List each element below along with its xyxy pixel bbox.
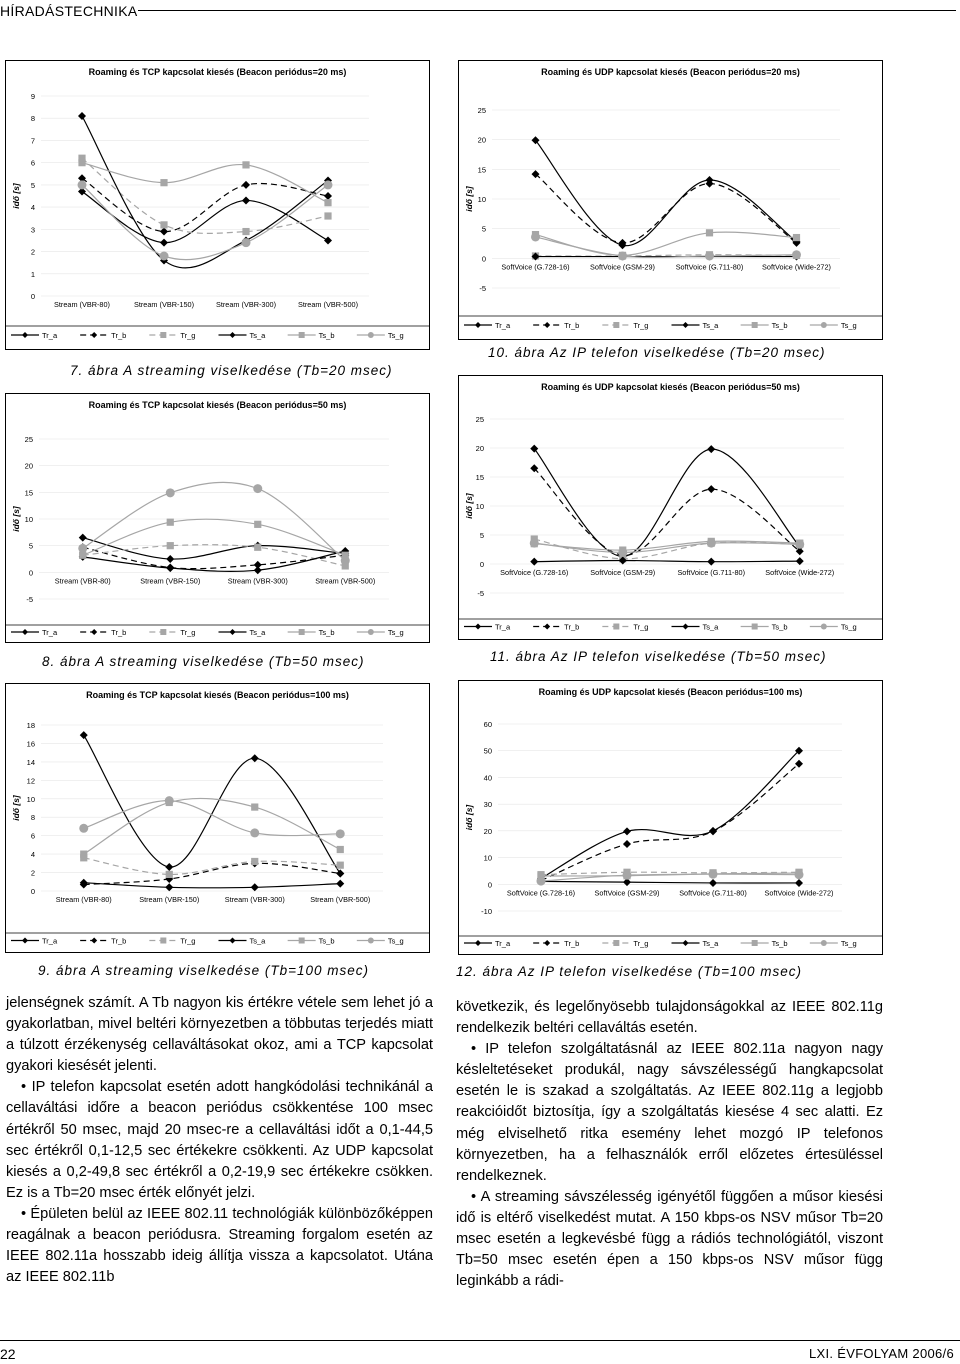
y-tick-label: 20 [475, 444, 484, 453]
data-point [795, 540, 804, 549]
chart-title: Roaming és UDP kapcsolat kiesés (Beacon periódus=100 ms) [538, 687, 803, 697]
legend-label: Ts_a [702, 321, 719, 330]
y-axis-label: idő [s] [11, 795, 21, 821]
y-tick-label: 50 [483, 746, 492, 756]
legend-label: Tr_g [633, 622, 649, 632]
y-tick-label: 10 [26, 794, 35, 804]
legend-label: Tr_g [180, 936, 196, 946]
x-category-label: SoftVoice (G.711-80) [679, 888, 747, 898]
legend-label: Ts_a [249, 936, 266, 946]
y-tick-label: 5 [481, 224, 486, 234]
data-point [709, 870, 718, 879]
data-point [324, 180, 333, 189]
data-point [251, 858, 258, 865]
x-category-label: Stream (VBR-150) [140, 576, 201, 586]
chart-svg [5, 60, 430, 350]
page-number: 22 [0, 1346, 16, 1362]
legend-label: Tr_g [180, 331, 196, 340]
chart-svg [458, 60, 883, 340]
legend-label: Tr_a [495, 939, 511, 948]
data-point [706, 229, 713, 236]
y-tick-label: 18 [26, 721, 35, 730]
y-tick-label: 16 [26, 739, 35, 749]
y-tick-label: -5 [477, 589, 484, 598]
data-point [78, 544, 87, 553]
y-tick-label: 3 [30, 225, 35, 235]
data-point [324, 212, 331, 219]
paragraph: • A streaming sávszélesség igényétől függően a műsor kiesési idő is eltérő viselkedést mutat. A 150 kbps-os NSV műsor Tb=20 msec esetén a legkevésbé függ a rádiós technológiától, viszont Tb=50 msec esetén épen a 150 kbps-os NSV műsor függ leginkább a rádi- [456, 1188, 883, 1290]
data-point [166, 871, 173, 878]
legend-marker [752, 322, 758, 328]
data-point [160, 179, 167, 186]
data-point [242, 228, 249, 235]
y-tick-label: 1 [30, 269, 35, 279]
legend-label: Tr_a [42, 628, 58, 637]
data-point [242, 161, 249, 168]
data-point [793, 234, 800, 241]
y-tick-label: 10 [477, 195, 486, 204]
chart-svg [5, 683, 430, 953]
chart-title: Roaming és TCP kapcsolat kiesés (Beacon periódus=100 ms) [86, 690, 349, 700]
y-tick-label: 0 [28, 568, 33, 578]
y-axis-label: idő [s] [464, 493, 474, 519]
chart-fig10 [458, 60, 883, 340]
legend-marker [368, 629, 374, 635]
legend-label: Ts_b [771, 622, 788, 632]
data-point [160, 252, 169, 261]
y-tick-label: 60 [483, 720, 492, 729]
chart-title: Roaming és UDP kapcsolat kiesés (Beacon periódus=50 ms) [541, 382, 800, 392]
issue-label: LXI. ÉVFOLYAM 2006/6 [809, 1346, 954, 1361]
data-point [707, 539, 716, 548]
x-category-label: Stream (VBR-150) [133, 300, 195, 309]
y-tick-label: 25 [475, 415, 484, 424]
chart-svg [458, 680, 883, 955]
legend-marker [821, 624, 827, 630]
y-axis-label: idő [s] [464, 186, 474, 212]
legend-label: Tr_a [495, 321, 511, 330]
x-category-label: Stream (VBR-80) [54, 300, 110, 309]
chart-title: Roaming és UDP kapcsolat kiesés (Beacon periódus=20 ms) [541, 67, 800, 77]
y-tick-label: 0 [30, 292, 35, 301]
y-tick-label: 0 [30, 887, 35, 896]
data-point [537, 877, 546, 886]
legend-marker [160, 629, 166, 635]
data-point [705, 251, 714, 260]
data-point [167, 542, 174, 549]
legend-label: Tr_g [633, 939, 649, 948]
data-point [623, 871, 632, 880]
y-tick-label: 40 [483, 773, 492, 783]
data-point [251, 803, 258, 810]
y-tick-label: 2 [30, 247, 35, 257]
x-category-label: SoftVoice (Wide-272) [765, 568, 835, 577]
legend-label: Tr_b [564, 321, 580, 330]
legend-label: Ts_a [249, 331, 266, 340]
legend-label: Ts_g [387, 628, 404, 637]
data-point [250, 828, 259, 837]
legend-label: Ts_g [840, 939, 857, 948]
data-point [341, 556, 350, 565]
footer-rule [0, 1340, 960, 1341]
data-point [337, 846, 344, 853]
x-category-label: SoftVoice (GSM-29) [594, 888, 660, 898]
y-tick-label: 0 [479, 560, 484, 569]
data-point [531, 232, 540, 241]
y-tick-label: 2 [30, 868, 35, 878]
legend-label: Tr_b [111, 936, 127, 946]
header-rule [138, 10, 956, 11]
legend-marker [613, 322, 619, 328]
paragraph: • IP telefon szolgáltatásnál az IEEE 802.11a nagyon nagy késleltetéseket produkál, nagy sávszélességű hangkapcsolat esetén le is szakad a szolgáltatás. Az IEEE 802.11g a legjobb reakcióidőt biztosítja, így a szolgáltatás kiesése 4 sec alatti. Ez még elviselhető ritka esemény lehet mozgó IP telefonos környezetben, ha a felhasználók erről előzetes értesüléssel rendelkeznek. [456, 1041, 883, 1184]
x-category-label: SoftVoice (G.711-80) [677, 568, 746, 577]
data-point [336, 829, 345, 838]
y-tick-label: 25 [24, 435, 33, 444]
body-right-column [456, 997, 883, 1292]
legend-label: Ts_g [840, 321, 857, 330]
y-axis-label: idő [s] [11, 506, 21, 532]
data-point [165, 796, 174, 805]
y-tick-label: -10 [481, 907, 492, 916]
y-axis-label: idő [s] [464, 804, 474, 831]
legend-label: Ts_a [702, 939, 719, 948]
y-tick-label: 5 [30, 180, 35, 190]
caption-fig8: 8. ábra A streaming viselkedése (Tb=50 msec) [42, 654, 365, 669]
legend-label: Tr_b [111, 331, 127, 340]
legend-marker [613, 940, 619, 946]
x-category-label: SoftVoice (GSM-29) [590, 568, 656, 577]
paragraph: • Épületen belül az IEEE 802.11 technológiák különbözőképpen reagálnak a beacon periódusra. Streaming forgalom esetén az IEEE 802.11a hosszabb ideig állítja vissza a kapcsolatot. Utána az IEEE 802.11b [6, 1205, 433, 1286]
data-point [78, 180, 87, 189]
y-tick-label: 0 [487, 880, 492, 890]
legend-marker [752, 624, 758, 630]
legend-label: Tr_a [495, 622, 511, 632]
data-point [530, 539, 539, 548]
legend-marker [368, 332, 374, 338]
legend-marker [299, 938, 305, 944]
legend-label: Ts_b [318, 331, 335, 340]
legend-label: Ts_b [771, 939, 788, 948]
y-axis-label: idő [s] [11, 183, 21, 209]
y-tick-label: -5 [479, 284, 486, 293]
legend-label: Tr_g [180, 628, 196, 637]
chart-fig9 [5, 683, 430, 953]
y-tick-label: 7 [30, 136, 35, 146]
y-tick-label: -5 [26, 595, 33, 604]
x-category-label: SoftVoice (G.711-80) [675, 262, 744, 272]
data-point [79, 824, 88, 833]
legend-label: Ts_g [840, 622, 857, 632]
y-tick-label: 5 [479, 531, 484, 540]
legend-marker [368, 938, 374, 944]
data-point [795, 870, 804, 879]
y-tick-label: 0 [481, 254, 486, 264]
y-tick-label: 4 [30, 850, 35, 860]
section-title: HÍRADÁSTECHNIKA [0, 3, 138, 19]
x-category-label: Stream (VBR-300) [215, 300, 277, 309]
x-category-label: SoftVoice (G.728-16) [506, 888, 576, 898]
legend-marker [752, 940, 758, 946]
chart-svg [458, 375, 883, 640]
y-tick-label: 15 [24, 488, 33, 498]
data-point [78, 159, 85, 166]
legend-marker [299, 629, 305, 635]
legend-marker [160, 938, 166, 944]
y-tick-label: 10 [475, 502, 484, 511]
paragraph: jelenségnek számít. A Tb nagyon kis értékre vétele sem lehet jó a gyakorlatban, mivel beltéri környezetben a többutas terjedés miatt a túlzott érzékenység cellaváltásokat okoz, ami a TCP kapcsolat gyakori kiesését jelenti. [6, 995, 433, 1075]
y-tick-label: 4 [30, 203, 35, 213]
x-category-label: Stream (VBR-500) [310, 895, 371, 904]
paragraph: • IP telefon kapcsolat esetén adott hangkódolási technikánál a cellaváltási időre a beacon periódus csökkentése 100 msec értékről 50 msec, majd 20 msec-re a cellaváltási időt a 0,1-44,5 sec értékről 0,1-12,5 sec értékekre csökkenti. Az UDP kapcsolat kiesés a 0,2-49,8 sec értékről a 0,2-19,9 sec értékekre csökken. Ez is a Tb=20 msec érték előnyét jelzi. [6, 1079, 433, 1201]
chart-svg [5, 393, 430, 643]
y-tick-label: 30 [483, 800, 492, 810]
legend-label: Ts_a [249, 628, 266, 637]
caption-fig12: 12. ábra Az IP telefon viselkedése (Tb=100 msec) [456, 964, 803, 979]
x-category-label: Stream (VBR-150) [139, 895, 200, 904]
legend-marker [821, 322, 827, 328]
legend-marker [160, 332, 166, 338]
legend-marker [613, 624, 619, 630]
legend-label: Ts_a [702, 622, 719, 632]
y-tick-label: 20 [477, 135, 486, 145]
body-left-column [6, 993, 433, 1288]
chart-fig8 [5, 393, 430, 643]
y-tick-label: 15 [477, 165, 486, 175]
paragraph: következik, és legelőnyösebb tulajdonságokkal az IEEE 802.11g rendelkezik beltéri cellaváltás esetén. [456, 999, 883, 1037]
data-point [618, 251, 627, 260]
caption-fig9: 9. ábra A streaming viselkedése (Tb=100 msec) [38, 963, 370, 978]
data-point [80, 851, 87, 858]
data-point [167, 519, 174, 526]
legend-label: Tr_b [111, 628, 127, 637]
legend-marker [821, 940, 827, 946]
x-category-label: Stream (VBR-500) [297, 300, 359, 309]
y-tick-label: 6 [30, 831, 35, 841]
y-tick-label: 10 [483, 853, 492, 863]
y-tick-label: 20 [483, 826, 492, 836]
data-point [618, 548, 627, 557]
y-tick-label: 8 [30, 813, 35, 823]
chart-fig7 [5, 60, 430, 350]
data-point [242, 238, 251, 247]
legend-label: Ts_g [387, 936, 404, 946]
chart-title: Roaming és TCP kapcsolat kiesés (Beacon periódus=50 ms) [88, 400, 347, 410]
data-point [254, 544, 261, 551]
data-point [324, 199, 331, 206]
x-category-label: Stream (VBR-80) [55, 895, 112, 904]
y-tick-label: 6 [30, 158, 35, 168]
y-tick-label: 5 [28, 541, 33, 551]
caption-fig10: 10. ábra Az IP telefon viselkedése (Tb=20 msec) [488, 345, 826, 360]
x-category-label: Stream (VBR-300) [224, 895, 285, 904]
legend-label: Tr_g [633, 321, 649, 330]
legend-label: Tr_a [42, 331, 58, 340]
x-category-label: Stream (VBR-80) [54, 576, 111, 586]
y-tick-label: 14 [26, 757, 35, 767]
data-point [160, 221, 167, 228]
data-point [254, 521, 261, 528]
legend-marker [299, 332, 305, 338]
y-tick-label: 12 [26, 776, 35, 786]
x-category-label: SoftVoice (Wide-272) [762, 262, 831, 272]
data-point [166, 488, 175, 497]
x-category-label: SoftVoice (Wide-272) [764, 888, 834, 898]
caption-fig7: 7. ábra A streaming viselkedése (Tb=20 msec) [70, 363, 393, 378]
y-tick-label: 10 [24, 515, 33, 524]
plot-area [41, 96, 369, 296]
x-category-label: SoftVoice (GSM-29) [590, 262, 655, 272]
x-category-label: SoftVoice (G.728-16) [501, 262, 570, 272]
chart-fig12 [458, 680, 883, 955]
chart-fig11 [458, 375, 883, 640]
page-header [0, 0, 960, 22]
x-category-label: Stream (VBR-500) [315, 576, 376, 586]
legend-label: Ts_b [318, 936, 335, 946]
legend-label: Tr_b [564, 939, 580, 948]
data-point [792, 250, 801, 259]
y-tick-label: 20 [24, 461, 33, 471]
y-tick-label: 15 [475, 473, 484, 482]
x-category-label: SoftVoice (G.728-16) [500, 568, 569, 577]
y-tick-label: 8 [30, 114, 35, 124]
chart-title: Roaming és TCP kapcsolat kiesés (Beacon periódus=20 ms) [88, 67, 347, 77]
x-category-label: Stream (VBR-300) [227, 576, 288, 586]
legend-label: Ts_b [318, 628, 335, 637]
data-point [253, 484, 262, 493]
legend-label: Tr_b [564, 622, 580, 632]
legend-label: Tr_a [42, 936, 58, 946]
data-point [337, 862, 344, 869]
y-tick-label: 25 [477, 106, 486, 115]
caption-fig11: 11. ábra Az IP telefon viselkedése (Tb=50 msec) [490, 649, 827, 664]
y-tick-label: 9 [30, 92, 35, 101]
page-footer [0, 1340, 960, 1364]
legend-label: Ts_b [771, 321, 788, 330]
legend-label: Ts_g [387, 331, 404, 340]
